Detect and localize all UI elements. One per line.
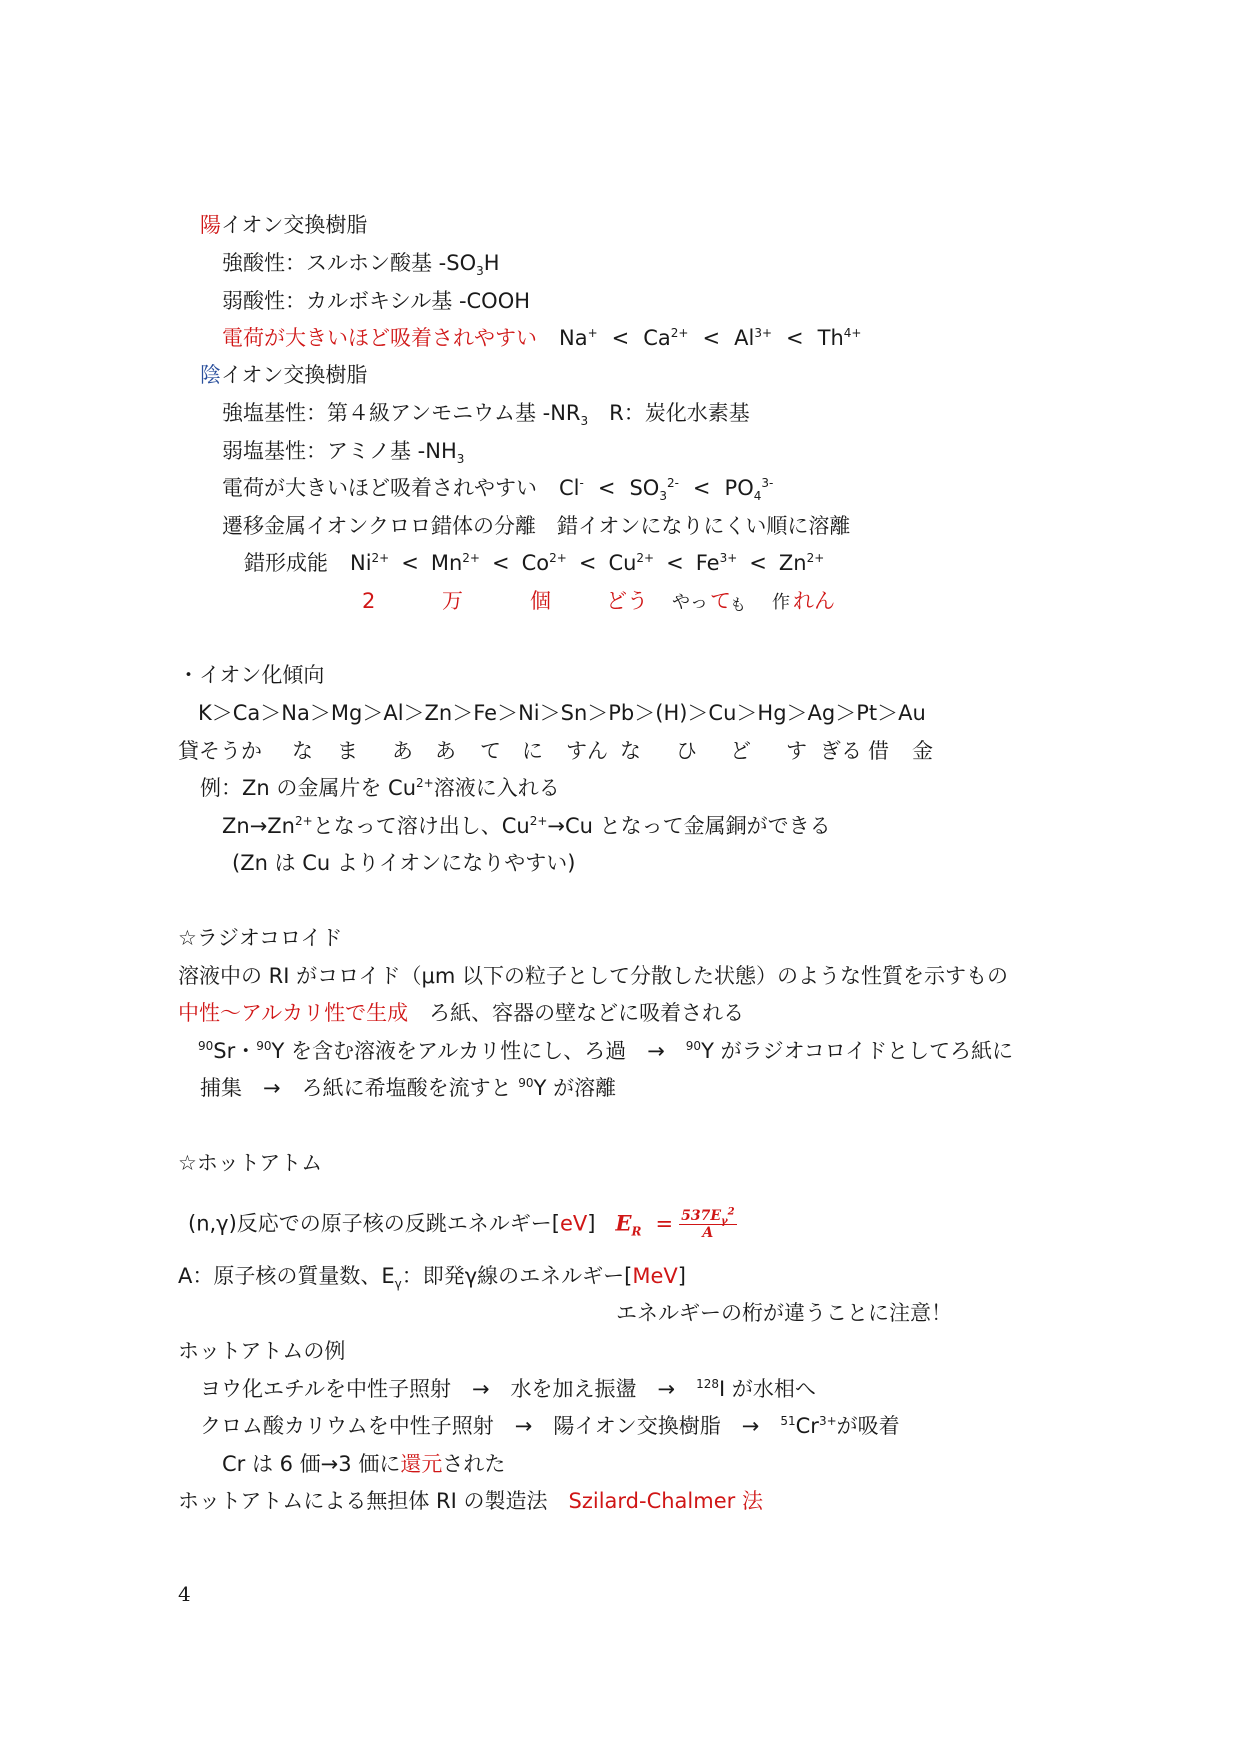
charge: +: [587, 326, 598, 340]
charge: 2+: [529, 814, 548, 828]
energy-note: エネルギーの桁が違うことに注意！: [616, 1301, 952, 1325]
lt: <: [749, 551, 767, 575]
mnemonic-syllable: に: [522, 739, 543, 763]
recoil-unit: eV: [560, 1211, 588, 1236]
lt: <: [401, 551, 419, 575]
recoil-energy-formula: [679, 1208, 736, 1241]
recoil-text: ]: [587, 1211, 596, 1236]
page-number: 4: [178, 1582, 191, 1606]
charge: 2+: [416, 776, 434, 790]
mnemonic-syllable: て: [710, 589, 731, 613]
recoil-text: (n,γ)反応での原子核の反跳エネルギー[: [188, 1211, 560, 1236]
ex-text: クロム酸カリウムを中性子照射 → 陽イオン交換樹脂 →: [200, 1414, 781, 1438]
num-sup: 2: [727, 1206, 735, 1218]
ex-text: された: [442, 1452, 506, 1476]
ex-text: となって溶け出し、Cu: [312, 814, 530, 838]
ex-text: I が水相へ: [719, 1377, 816, 1401]
mnemonic-syllable: 個: [530, 589, 551, 613]
sub: 4: [753, 489, 762, 504]
hotatom-example-2: [200, 1413, 900, 1439]
ex-text: Sr・: [213, 1039, 257, 1063]
ion: Ca: [643, 326, 671, 350]
radiocolloid-example-2: [200, 1075, 616, 1101]
lt: <: [597, 476, 616, 500]
ionization-order: K＞Ca＞Na＞Mg＞Al＞Zn＞Fe＞Ni＞Sn＞Pb＞(H)＞Cu＞Hg＞Ag＞Pt＞Au: [198, 701, 926, 725]
mnemonic-syllable: 2: [362, 589, 376, 613]
lt: <: [611, 326, 630, 350]
ionization-heading: ・イオン化傾向: [178, 663, 325, 687]
charge: 2+: [670, 326, 689, 340]
ion: Th: [817, 326, 844, 350]
ion: Fe: [695, 551, 720, 575]
adsorption-text: ろ紙、容器の壁などに吸着される: [408, 1001, 745, 1025]
mass-number: 51: [780, 1414, 796, 1428]
ion: Na: [559, 326, 588, 350]
ion: Mn: [430, 551, 463, 575]
mass-number: 90: [198, 1039, 214, 1053]
anion-rule: [222, 475, 774, 504]
radiocolloid-heading: ☆ラジオコロイド: [178, 926, 343, 950]
ion: Cl: [559, 476, 580, 500]
complex-formation-series: [244, 550, 824, 576]
mnemonic-syllable: あ: [392, 739, 413, 763]
mnemonic-syllable: 万: [442, 589, 463, 613]
cation-strong-end: H: [483, 251, 500, 275]
mnemonic-syllable: も: [730, 595, 747, 614]
sub: 3: [659, 489, 667, 504]
sub: 3: [476, 264, 484, 279]
mnemonic-syllable: どう: [606, 589, 648, 613]
ion: Al: [734, 326, 755, 350]
ex-text: →Cu となって金属銅ができる: [547, 814, 831, 838]
formula-numerator: [679, 1208, 736, 1225]
hotatom-example-1: [200, 1376, 816, 1402]
ion: Zn: [778, 551, 807, 575]
lt: <: [578, 551, 597, 575]
mnemonic-syllable: ま: [337, 739, 358, 763]
ex-text: 溶液に入れる: [433, 776, 560, 800]
mnemonic-syllable: 貸そうか: [178, 739, 262, 763]
def-unit: MeV: [632, 1264, 678, 1288]
cation-head-char: 陽: [200, 213, 221, 237]
ex-text: ヨウ化エチルを中性子照射 → 水を加え振盪 →: [200, 1377, 697, 1401]
carrier-free-method: [178, 1488, 763, 1514]
mnemonic-syllable: ぎる: [820, 739, 862, 763]
ex-text: 例：Zn の金属片を Cu: [200, 776, 417, 800]
cation-head-text: イオン交換樹脂: [221, 213, 368, 237]
ion: Ni: [350, 551, 372, 575]
radiocolloid-formation: [178, 1000, 744, 1026]
ex-text: Y がラジオコロイドとしてろ紙に: [701, 1039, 1014, 1063]
anion-strong-base: [222, 400, 750, 429]
mnemonic-syllable: な: [292, 739, 313, 763]
charge: 2+: [371, 551, 390, 565]
ex-text: が吸着: [836, 1414, 900, 1438]
charge: 2+: [636, 551, 655, 565]
num-sub: γ: [721, 1215, 728, 1227]
anion-strong-text: 強塩基性：第４級アンモニウム基 -NR: [222, 401, 581, 425]
ion: Co: [521, 551, 550, 575]
lt: <: [786, 326, 804, 350]
anion-strong-end: R：炭化水素基: [588, 401, 750, 425]
mnemonic-syllable: な: [620, 739, 641, 763]
mnemonic-syllable: 金: [912, 739, 933, 763]
charge: 3+: [818, 1414, 837, 1428]
anion-head-text: イオン交換樹脂: [221, 363, 368, 387]
ex-text: Y が溶離: [533, 1076, 617, 1100]
cation-strong-text: 強酸性：スルホン酸基 -SO: [222, 251, 477, 275]
def-text: A：原子核の質量数、E: [178, 1264, 395, 1288]
cation-rule-text: 電荷が大きいほど吸着されやすい: [222, 326, 537, 350]
charge: 3-: [761, 476, 774, 490]
formula-denominator: A: [702, 1225, 714, 1241]
charge: -: [579, 476, 584, 490]
lt: <: [492, 551, 510, 575]
charge: 2+: [295, 814, 313, 828]
mass-number: 90: [256, 1039, 272, 1053]
mnemonic-syllable: 借: [868, 739, 889, 763]
mass-number: 90: [518, 1076, 534, 1090]
anion-head-char: 陰: [200, 363, 221, 387]
anion-resin-heading: [200, 362, 367, 388]
charge: 4+: [843, 326, 862, 340]
cation-resin-heading: [200, 212, 367, 238]
charge: 2+: [462, 551, 480, 565]
mnemonic-syllable: やっ: [672, 592, 708, 613]
mass-number: 90: [685, 1039, 702, 1053]
ion: PO: [724, 476, 754, 500]
hotatom-examples-heading: ホットアトムの例: [178, 1339, 346, 1363]
ex-text: Zn→Zn: [222, 814, 295, 838]
mnemonic-syllable: て: [480, 739, 501, 763]
hotatom-example-3: [222, 1451, 505, 1477]
mnemonic-syllable: れん: [793, 589, 835, 613]
charge: 3+: [719, 551, 738, 565]
ion: Cu: [608, 551, 637, 575]
szilard-chalmer-method: Szilard-Chalmer 法: [568, 1489, 763, 1513]
cation-rule: [222, 325, 861, 351]
anion-rule-text: 電荷が大きいほど吸着されやすい: [222, 476, 537, 500]
radiocolloid-example-1: [198, 1038, 1013, 1064]
transition-metal-separation: 遷移金属イオンクロロ錯体の分離 錯イオンになりにくい順に溶離: [222, 514, 851, 538]
ex-text: 捕集 → ろ紙に希塩酸を流すと: [200, 1076, 519, 1100]
ex-text: Cr: [795, 1414, 819, 1438]
mnemonic-syllable: ど: [730, 739, 751, 763]
ex-text: Y を含む溶液をアルカリ性にし、ろ過 →: [271, 1039, 686, 1063]
anion-weak-text: 弱塩基性：アミノ基 -NH: [222, 439, 457, 463]
radiocolloid-definition: 溶液中の RI がコロイド（μm 以下の粒子として分散した状態）のような性質を示すもの: [178, 964, 1008, 988]
formation-condition: 中性～アルカリ性で生成: [178, 1001, 409, 1025]
lt: <: [702, 326, 721, 350]
charge: 2+: [549, 551, 567, 565]
formula-equals: =: [655, 1211, 674, 1236]
num-text: 537E: [681, 1208, 722, 1224]
ionization-example-2: [222, 813, 831, 839]
formula-lhs: E: [615, 1210, 632, 1236]
cation-strong-acid: [222, 250, 500, 279]
def-sub: γ: [394, 1277, 402, 1292]
cation-weak-acid: 弱酸性：カルボキシル基 -COOH: [222, 289, 531, 313]
mnemonic-syllable: あ: [435, 739, 456, 763]
ion: SO: [629, 476, 660, 500]
reduction-word: 還元: [400, 1452, 443, 1476]
formula-definitions: [178, 1263, 686, 1292]
lt: <: [692, 476, 711, 500]
lt: <: [666, 551, 684, 575]
mnemonic-syllable: ひ: [676, 739, 697, 763]
sub: 3: [456, 452, 465, 467]
mnemonic-syllable: 作: [772, 592, 790, 613]
sub: 3: [580, 414, 589, 429]
ionization-example-3: (Zn は Cu よりイオンになりやすい): [232, 851, 576, 875]
mnemonic-syllable: す: [786, 739, 807, 763]
mass-number: 128: [696, 1377, 720, 1391]
formula-lhs-sub: R: [631, 1224, 642, 1239]
method-text: ホットアトムによる無担体 RI の製造法: [178, 1489, 569, 1513]
recoil-energy-line: [188, 1208, 737, 1241]
charge: 2-: [666, 476, 679, 490]
charge: 3+: [754, 326, 773, 340]
def-text: ]: [677, 1264, 686, 1288]
ionization-example-1: [200, 775, 560, 801]
def-text: ：即発γ線のエネルギー[: [401, 1264, 633, 1288]
ex-text: Cr は 6 価→3 価に: [222, 1452, 401, 1476]
anion-weak-base: [222, 438, 465, 467]
charge: 2+: [806, 551, 825, 565]
mnemonic-syllable: すん: [566, 739, 608, 763]
complex-label: 錯形成能: [244, 551, 328, 575]
hotatom-heading: ☆ホットアトム: [178, 1151, 323, 1175]
